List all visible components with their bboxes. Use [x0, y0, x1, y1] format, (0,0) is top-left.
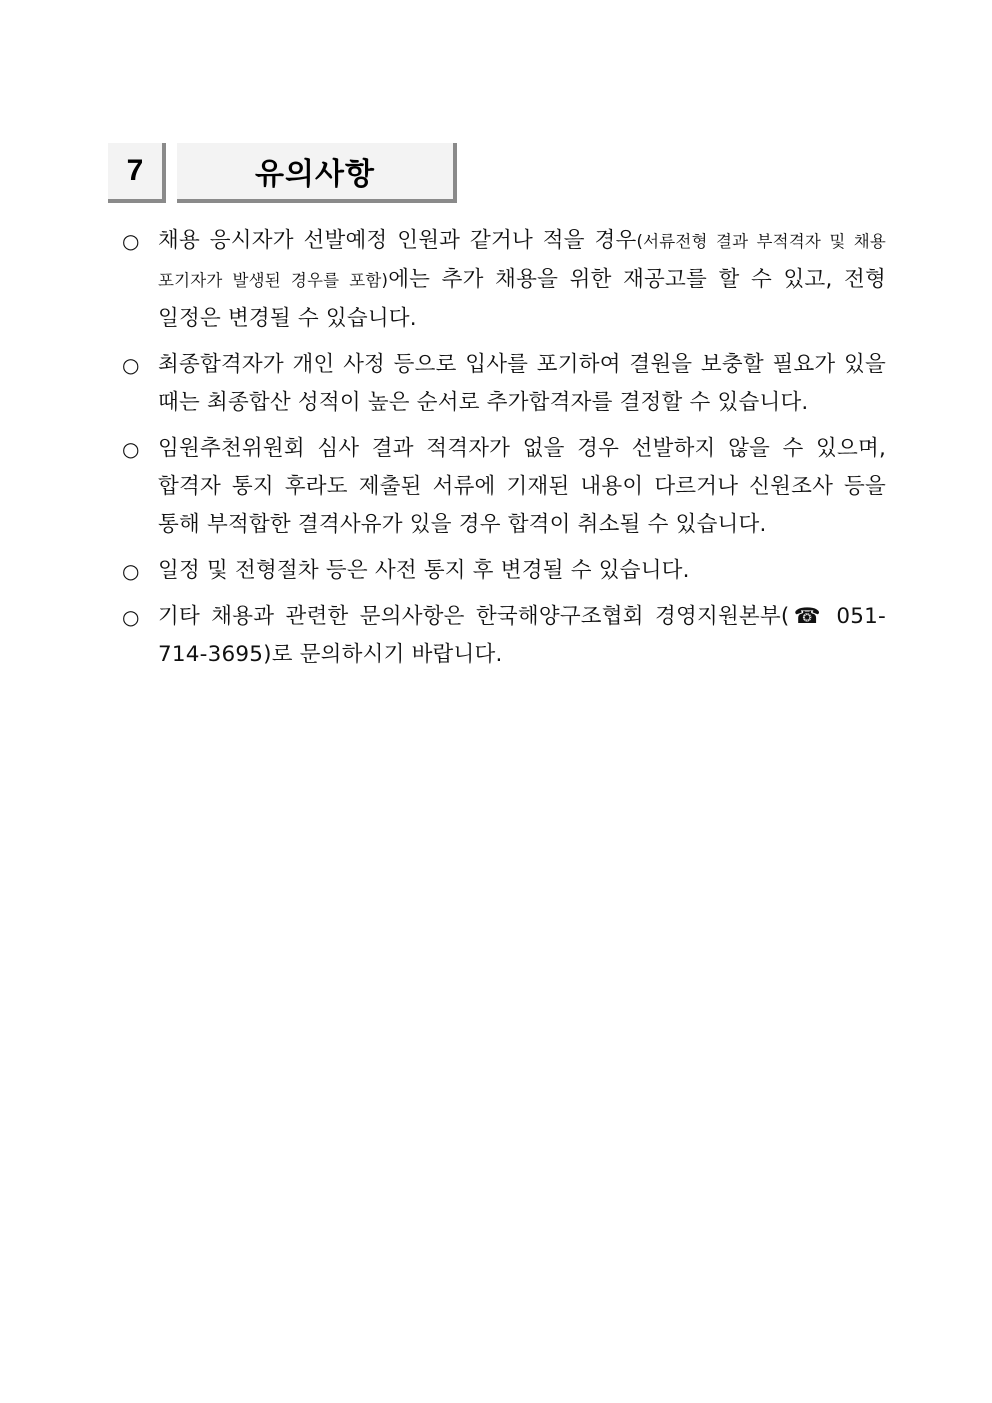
bullet-icon: ○ — [122, 559, 140, 583]
note-item — [118, 598, 886, 674]
note-text: 기타 채용과 관련한 문의사항은 한국해양구조협회 경영지원본부(☎ 051-714-3695)로 문의하시기 바랍니다. — [158, 604, 886, 667]
note-item — [118, 346, 886, 422]
note-parenthetical: (서류전형 결과 부적격자 및 채용 포기자가 발생된 경우를 포함) — [158, 232, 886, 290]
note-item — [118, 430, 886, 544]
note-text: 최종합격자가 개인 사정 등으로 입사를 포기하여 결원을 보충할 필요가 있을 때는 최종합산 성적이 높은 순서로 추가합격자를 결정할 수 있습니다. — [158, 352, 886, 415]
bullet-icon: ○ — [122, 437, 140, 461]
bullet-icon: ○ — [122, 229, 140, 253]
bullet-icon: ○ — [122, 353, 140, 377]
note-text: 임원추천위원회 심사 결과 적격자가 없을 경우 선발하지 않을 수 있으며, 합격자 통지 후라도 제출된 서류에 기재된 내용이 다르거나 신원조사 등을 통해 부적합한 결격사유가 있을 경우 합격이 취소될 수 있습니다. — [158, 436, 886, 537]
notes-list — [118, 222, 886, 682]
section-title: 유의사항 — [177, 143, 457, 203]
note-text: 채용 응시자가 선발예정 인원과 같거나 적을 경우 — [158, 228, 637, 253]
note-text-continued: 에는 추가 채용을 위한 재공고를 할 수 있고, 전형 일정은 변경될 수 있습니다. — [158, 267, 886, 331]
section-number: 7 — [108, 143, 166, 203]
note-item — [118, 222, 886, 338]
note-item — [118, 552, 886, 590]
section-header — [108, 143, 460, 203]
note-text: 일정 및 전형절차 등은 사전 통지 후 변경될 수 있습니다. — [158, 558, 690, 583]
bullet-icon: ○ — [122, 605, 140, 629]
